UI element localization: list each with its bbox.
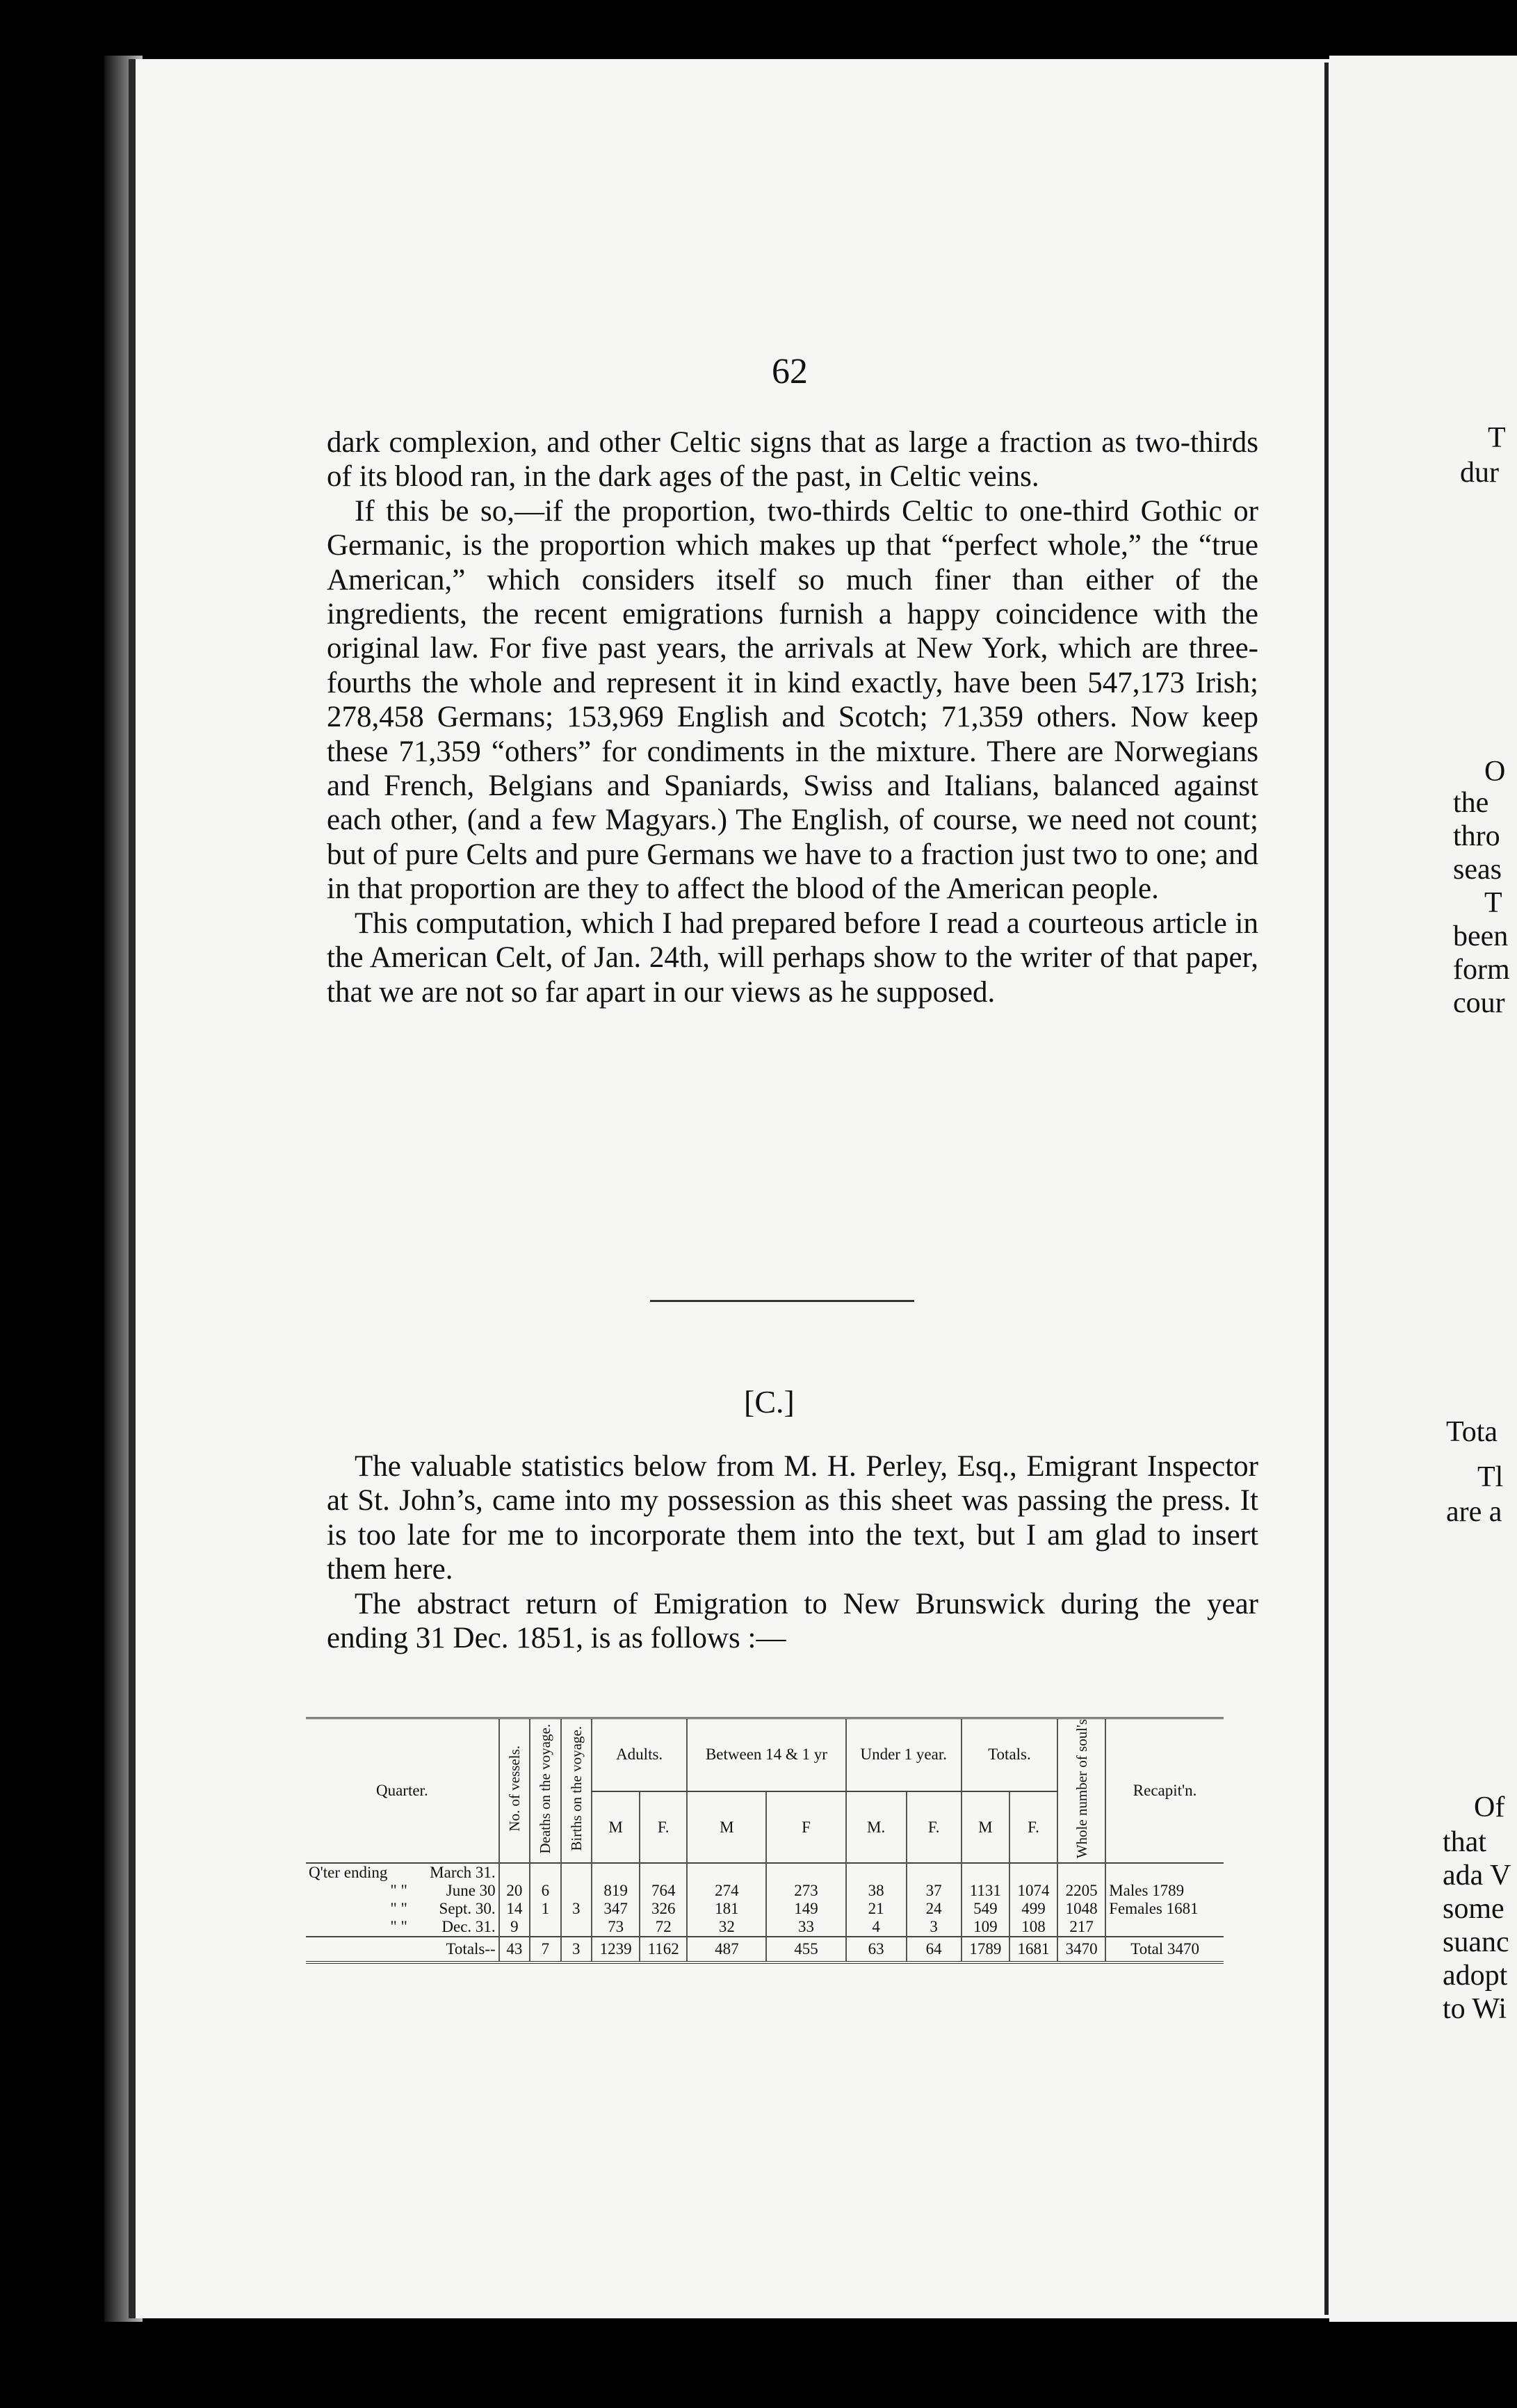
col-between: Between 14 & 1 yr <box>687 1718 845 1791</box>
facing-text: T <box>1484 887 1502 919</box>
book-page <box>129 59 1363 2318</box>
facing-text: the <box>1453 787 1489 819</box>
col-recap: Recapit'n. <box>1105 1718 1224 1864</box>
table-row: " " June 30 20 6 819 764 274 273 38 37 1131 1074 2205 Males 1789 <box>306 1882 1224 1900</box>
facing-text: form <box>1453 954 1510 986</box>
sub-f: F. <box>1009 1791 1057 1864</box>
sub-m: M. <box>846 1791 907 1864</box>
paragraph-abstract-return: The abstract return of Emigration to New Brunswick during the year ending 31 Dec. 1851, is as follows :— <box>327 1587 1258 1655</box>
section-divider <box>650 1300 914 1302</box>
col-vessels: No. of vessels. <box>505 1746 523 1832</box>
facing-text: adopt <box>1443 1960 1508 1992</box>
table-row: " " Dec. 31. 9 73 72 32 33 4 3 109 108 217 <box>306 1918 1224 1937</box>
facing-text: Tl <box>1477 1461 1504 1493</box>
facing-text: seas <box>1453 854 1502 886</box>
sub-f: F. <box>640 1791 687 1864</box>
section-label: [C.] <box>744 1384 795 1419</box>
col-deaths: Deaths on the voyage. <box>537 1723 554 1854</box>
table-row: " " Sept. 30. 14 1 3 347 326 181 149 21 24 549 499 1048 Females 1681 <box>306 1900 1224 1918</box>
sub-f: F. <box>907 1791 962 1864</box>
col-adults: Adults. <box>592 1718 687 1791</box>
paragraph-computation: This computation, which I had prepared before I read a courteous article in the American Celt, of Jan. 24th, will perhaps show to the writer of that paper, that we are not so far apart in our views as he supposed. <box>327 906 1258 1009</box>
col-births: Births on the voyage. <box>567 1726 585 1851</box>
facing-text: T <box>1488 422 1506 454</box>
facing-text: ada V <box>1443 1860 1511 1892</box>
paragraph-statistics-intro: The valuable statistics below from M. H. Perley, Esq., Emigrant Inspector at St. John’s, came into my possession as this sheet was passing the press. It is too late for me to incorporate them into the text, but I am glad to insert them here. <box>327 1450 1258 1586</box>
page-gutter <box>1324 63 1329 2315</box>
sub-f: F <box>766 1791 845 1864</box>
sub-m: M <box>687 1791 766 1864</box>
facing-text: cour <box>1453 987 1505 1019</box>
page-number: 62 <box>772 352 808 391</box>
col-totals: Totals. <box>962 1718 1057 1791</box>
col-quarter: Quarter. <box>375 1782 428 1800</box>
appendix-text-block <box>327 1449 1258 1655</box>
col-souls: Whole number of soul's <box>1073 1719 1090 1859</box>
facing-text: dur <box>1460 457 1499 489</box>
facing-text: some <box>1443 1893 1504 1925</box>
facing-text: Of <box>1474 1791 1505 1823</box>
facing-text: O <box>1484 756 1506 788</box>
paragraph-proportion: If this be so,—if the proportion, two-thirds Celtic to one-third Gothic or Germanic, is the proportion which makes up that “perfect whole,” the “true American,” which considers itself so much finer than either of the ingredients, the recent emigrations furnish a happy coincidence with the original law. For five past years, the arrivals at New York, which are three-fourths the whole and represent it in kind exactly, have been 547,173 Irish; 278,458 Germans; 153,969 English and Scotch; 71,359 others. Now keep these 71,359 “others” for condiments in the mixture. There are Norwegians and French, Belgians and Spaniards, Swiss and Italians, balanced against each other, (and a few Magyars.) The English, of course, we need not count; but of pure Celts and pure Germans we have to a fraction just two to one; and in that proportion are they to affect the blood of the American people. <box>327 494 1258 906</box>
facing-text: Tota <box>1446 1416 1498 1448</box>
col-under: Under 1 year. <box>846 1718 962 1791</box>
facing-text: that <box>1443 1826 1486 1858</box>
sub-m: M <box>962 1791 1009 1864</box>
paragraph-continued: dark complexion, and other Celtic signs that as large a fraction as two-thirds of its blood ran, in the dark ages of the past, in Celtic veins. <box>327 426 1258 494</box>
facing-text: thro <box>1453 820 1500 852</box>
table-row: Q'ter ending March 31. <box>306 1863 1224 1882</box>
table-totals-row: Totals-- 43 7 3 1239 1162 487 455 63 64 1789 1681 3470 Total 3470 <box>306 1937 1224 1962</box>
facing-text: been <box>1453 920 1509 952</box>
emigration-table <box>306 1717 1224 1964</box>
facing-text: are a <box>1446 1496 1502 1528</box>
main-text-block <box>327 425 1258 1009</box>
facing-text: to Wi <box>1443 1993 1507 2025</box>
facing-text: suanc <box>1443 1926 1509 1958</box>
sub-m: M <box>592 1791 640 1864</box>
